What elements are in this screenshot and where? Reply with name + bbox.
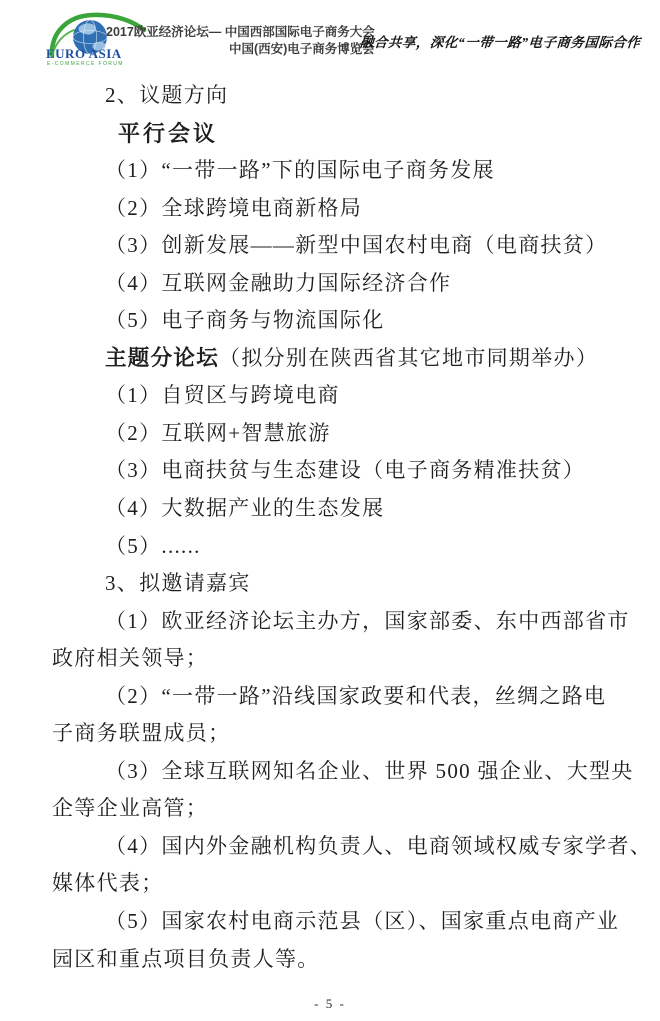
theme-forum-item: （2）互联网+智慧旅游 — [105, 420, 331, 445]
parallel-session-item: （1）“一带一路”下的国际电子商务发展 — [105, 158, 495, 183]
guest-item-line: 媒体代表； — [52, 871, 164, 896]
guest-item-line: （4）国内外金融机构负责人、电商领域权威专家学者、 — [105, 833, 652, 858]
guest-item-line: （5）国家农村电商示范县（区）、国家重点电商产业 — [105, 909, 620, 934]
brand-subtitle: E-COMMERCE FORUM — [47, 61, 124, 67]
theme-forum-heading-note: （拟分别在陕西省其它地市同期举办） — [219, 345, 599, 370]
guest-item-line: 园区和重点项目负责人等。 — [52, 946, 320, 971]
theme-forum-heading — [52, 340, 632, 378]
theme-forum-heading-bold: 主题分论坛 — [105, 345, 220, 370]
theme-forum-item: （5）...... — [105, 533, 201, 558]
guest-item-line: 政府相关领导； — [52, 646, 209, 671]
page-number: - 5 - — [314, 996, 346, 1011]
parallel-session-item: （3）创新发展——新型中国农村电商（电商扶贫） — [105, 233, 608, 258]
conference-title — [106, 24, 375, 57]
conference-title-line1: 2017欧亚经济论坛— 中国西部国际电子商务大会 — [106, 25, 375, 39]
section-2-heading: 2、议题方向 — [105, 83, 229, 107]
brand-name: EURO ASIA — [46, 46, 122, 61]
parallel-session-item: （5）电子商务与物流国际化 — [105, 308, 385, 333]
theme-forum-item: （3）电商扶贫与生态建设（电子商务精准扶贫） — [105, 458, 586, 483]
guest-item-line: （3）全球互联网知名企业、世界 500 强企业、大型央 — [105, 758, 634, 783]
guest-item-line: （2）“一带一路”沿线国家政要和代表，丝绸之路电 — [105, 683, 607, 708]
parallel-session-item: （2）全球跨境电商新格局 — [105, 195, 363, 220]
guest-item-line: 子商务联盟成员； — [52, 721, 231, 746]
parallel-session-item: （4）互联网金融助力国际经济合作 — [105, 270, 452, 295]
header-slogan: 融合共享，深化“一带一路”电子商务国际合作 — [359, 35, 641, 50]
page-header — [0, 0, 660, 72]
guest-item-line: 企等企业高管； — [52, 796, 209, 821]
theme-forum-item: （4）大数据产业的生态发展 — [105, 496, 385, 521]
conference-title-line2: 中国(西安)电子商务博览会 — [228, 41, 375, 56]
guest-item-line: （1）欧亚经济论坛主办方，国家部委、东中西部省市 — [105, 608, 630, 633]
document-body — [0, 77, 660, 978]
theme-forum-item: （1）自贸区与跨境电商 — [105, 383, 340, 408]
section-3-heading: 3、拟邀请嘉宾 — [105, 571, 251, 596]
parallel-sessions-heading: 平行会议 — [118, 120, 219, 146]
